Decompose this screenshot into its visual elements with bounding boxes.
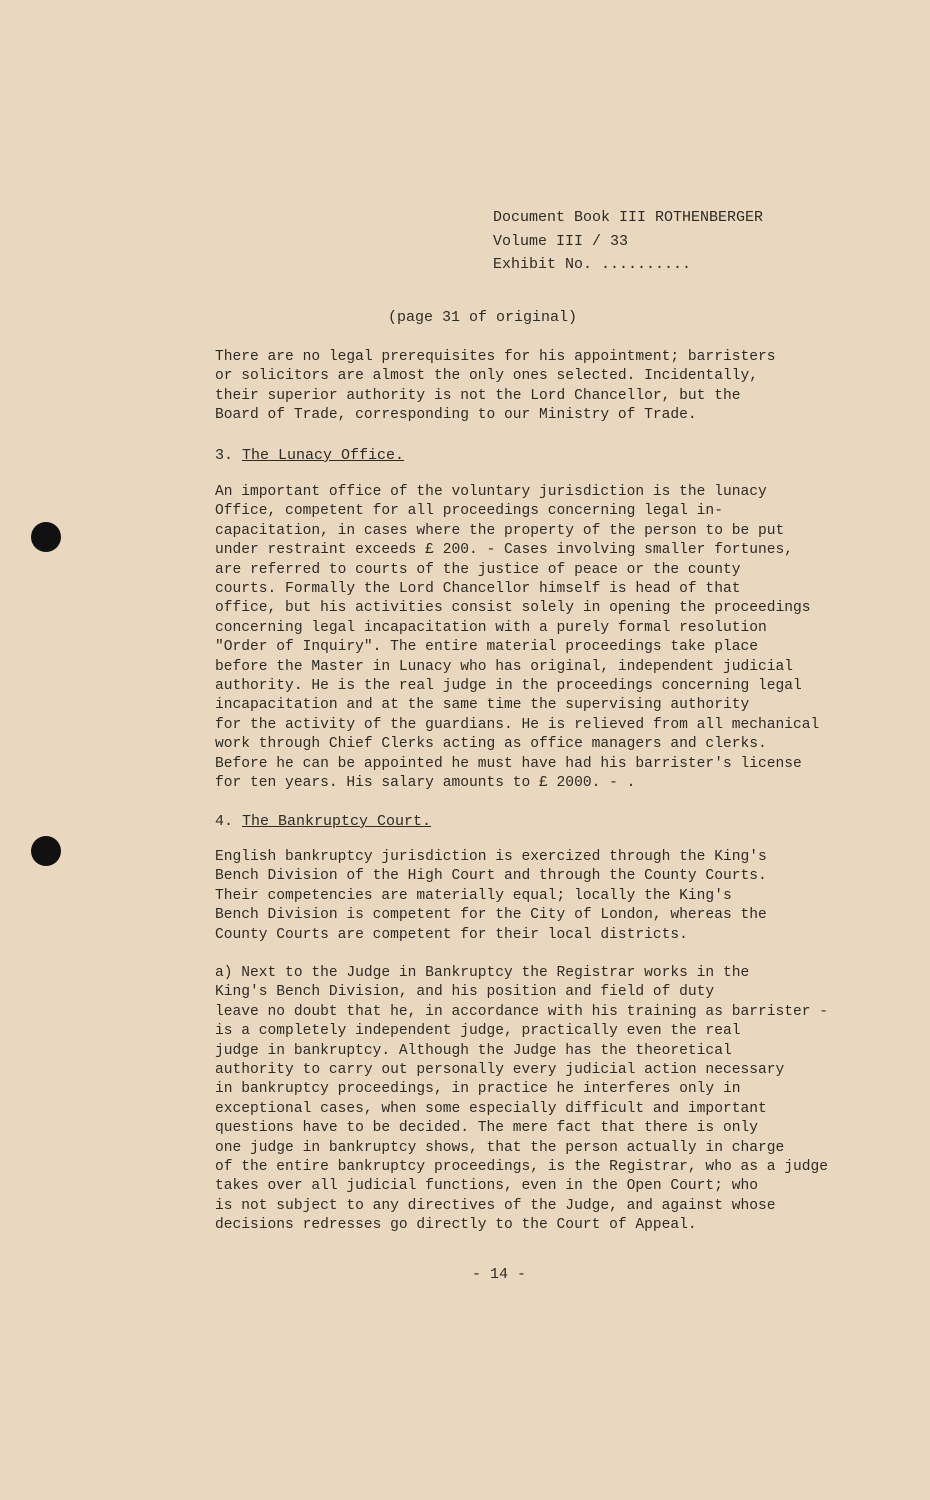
section-number: 4. [215,813,234,830]
text-line: their superior authority is not the Lord Chancellor, but the [215,387,741,404]
text-line: are referred to courts of the justice of peace or the county [215,561,741,578]
text-line: King's Bench Division, and his position and field of duty [215,984,715,1001]
text-line: is not subject to any directives of the Judge, and against whose [215,1197,776,1214]
section-3-heading [215,447,404,464]
text-line: one judge in bankruptcy shows, that the person actually in charge [215,1139,785,1156]
text-line: of the entire bankruptcy proceedings, is the Registrar, who as a judge [215,1159,829,1176]
text-line: capacitation, in cases where the property of the person to be put [215,522,785,539]
text-line: office, but his activities consist solely in opening the proceedings [215,600,811,617]
text-line: authority to carry out personally every judicial action necessary [215,1062,785,1079]
text-line: takes over all judicial functions, even in the Open Court; who [215,1178,758,1195]
text-line: incapacitation and at the same time the supervising authority [215,697,750,714]
text-line: decisions redresses go directly to the Court of Appeal. [215,1217,697,1234]
text-line: leave no doubt that he, in accordance with his training as barrister - [215,1003,829,1020]
text-line: for the activity of the guardians. He is relieved from all mechanical [215,716,820,733]
text-line: authority. He is the real judge in the proceedings concerning legal [215,678,802,695]
text-line: questions have to be decided. The mere fact that there is only [215,1120,758,1137]
text-line: Before he can be appointed he must have had his barrister's license [215,755,802,772]
text-line: is a completely independent judge, practically even the real [215,1023,741,1040]
text-line: a) Next to the Judge in Bankruptcy the Registrar works in the [215,965,750,981]
text-line: exceptional cases, when some especially difficult and important [215,1100,767,1117]
text-line: for ten years. His salary amounts to £ 2000. - . [215,775,636,792]
page-number: - 14 - [472,1266,527,1283]
original-page-reference: (page 31 of original) [388,309,578,326]
section-4-heading [215,813,431,830]
text-line: concerning legal incapacitation with a purely formal resolution [215,619,767,636]
text-line: in bankruptcy proceedings, in practice he interferes only in [215,1081,741,1098]
text-line: work through Chief Clerks acting as office managers and clerks. [215,736,767,753]
text-line: An important office of the voluntary jurisdiction is the lunacy [215,484,767,500]
header-line-2: Volume III / 33 [493,232,629,250]
document-header [493,206,763,277]
text-line: Office, competent for all proceedings concerning legal in- [215,503,723,520]
punch-hole-bottom [31,836,61,866]
text-line: under restraint exceeds £ 200. - Cases involving smaller fortunes, [215,542,794,559]
text-line: Bench Division of the High Court and through the County Courts. [215,868,767,885]
section-3-paragraph [215,483,819,794]
text-line: There are no legal prerequisites for his appointment; barristers [215,349,776,365]
header-line-3: Exhibit No. .......... [493,256,692,273]
punch-hole-top [31,522,61,552]
text-line: courts. Formally the Lord Chancellor himself is head of that [215,581,741,598]
section-title: The Bankruptcy Court. [242,813,432,830]
text-line: or solicitors are almost the only ones selected. Incidentally, [215,368,758,385]
header-line-1: Document Book III ROTHENBERGER [493,209,764,226]
text-line: English bankruptcy jurisdiction is exercized through the King's [215,849,767,865]
text-line: before the Master in Lunacy who has original, independent judicial [215,658,794,675]
text-line: Their competencies are materially equal; locally the King's [215,887,732,904]
text-line: "Order of Inquiry". The entire material proceedings take place [215,639,758,656]
text-line: Board of Trade, corresponding to our Ministry of Trade. [215,407,697,424]
text-line: judge in bankruptcy. Although the Judge has the theoretical [215,1042,732,1059]
section-4a-paragraph [215,964,828,1236]
text-line: County Courts are competent for their local districts. [215,926,688,943]
section-4-paragraph [215,848,767,945]
section-title: The Lunacy Office. [242,447,405,464]
intro-paragraph [215,348,776,426]
text-line: Bench Division is competent for the City of London, whereas the [215,907,767,924]
section-number: 3. [215,447,234,464]
